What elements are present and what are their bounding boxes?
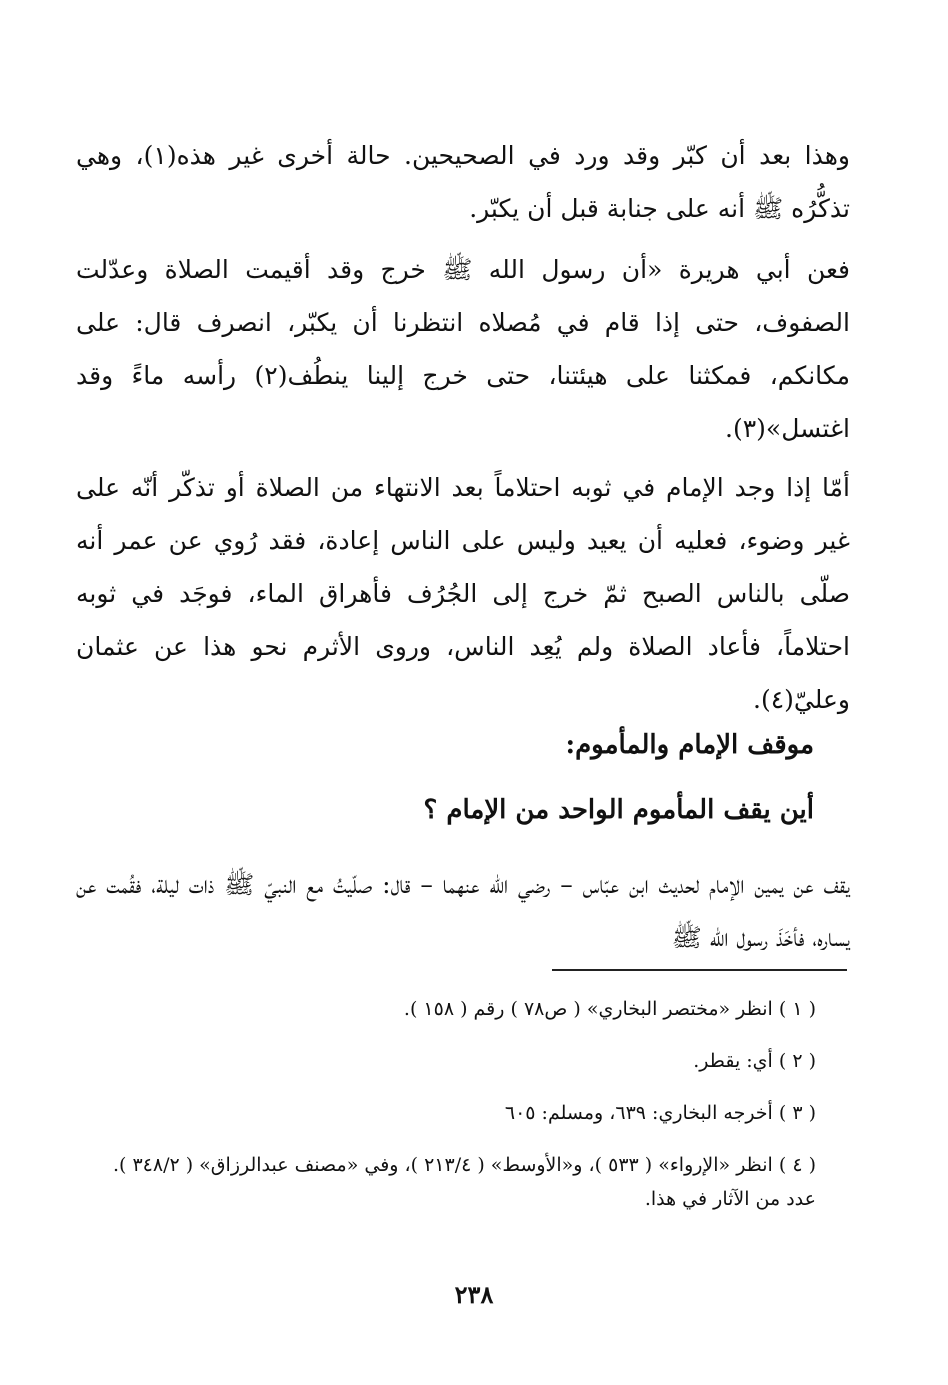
paragraph-1: وهذا بعد أن كبّر وقد ورد في الصحيحين. حالة أخرى غير هذه(١)، وهي تذكُّرُه ﷺ أنه على جنابة قبل أن يكبّر. [76,141,850,223]
paragraph-2-block [76,243,850,455]
paragraph-4: يقف عن يمين الإمام لحديث ابن عبّاس – رضي الله عنهما – قال: صلّيتُ مع النبيّ ﷺ ذات ليلة، فقُمت عن يساره، فأخَذَ رسول الله ﷺ [76,870,850,952]
footnote-separator [552,969,847,971]
footnote-4: ( ٤ ) انظر «الإرواء» ( ٥٣٣ )، و«الأوسط» ( ٢١٣/٤ )، وفي «مصنف عبدالرزاق» ( ٣٤٨/٢ ). عدد من الآثار في هذا. [112,1154,816,1210]
paragraph-2: فعن أبي هريرة «أن رسول الله ﷺ خرج وقد أقيمت الصلاة وعدّلت الصفوف، حتى إذا قام في مُصلاه انتظرنا أن يكبّر، انصرف قال: على مكانكم، فمكثنا على هيئتنا، حتى خرج إلينا ينطُف(٢) رأسه ماءً وقد اغتسل»(٣). [76,255,850,443]
footnote-3: ( ٣ ) أخرجه البخاري: ٦٣٩، ومسلم: ٦٠٥ [504,1102,816,1124]
footnote-2: ( ٢ ) أي: يقطر. [693,1050,816,1072]
footnotes [90,992,816,1216]
page-number: ٢٣٨ [454,1280,494,1309]
paragraph-3: أمّا إذا وجد الإمام في ثوبه احتلاماً بعد الانتهاء من الصلاة أو تذكّر أنّه على غير وضوء، فعليه أن يعيد وليس على الناس إعادة، فقد رُوي عن عمر أنه صلّى بالناس الصبح ثمّ خرج إلى الجُرُف فأهراق الماء، فوجَد في ثوبه احتلاماً، فأعاد الصلاة ولم يُعِد الناس، وروى الأثرم نحو هذا عن عثمان وعليّ(٤). [76,473,850,714]
subsection-heading: أين يقف المأموم الواحد من الإمام ؟ [423,795,814,825]
paragraph-1-block [76,129,850,235]
footnote-1: ( ١ ) انظر «مختصر البخاري» ( ص٧٨ ) رقم ( ١٥٨ ). [403,998,816,1020]
section-heading: موقف الإمام والمأموم: [565,730,814,760]
paragraph-4-block [76,858,850,964]
paragraph-3-block [76,461,850,726]
